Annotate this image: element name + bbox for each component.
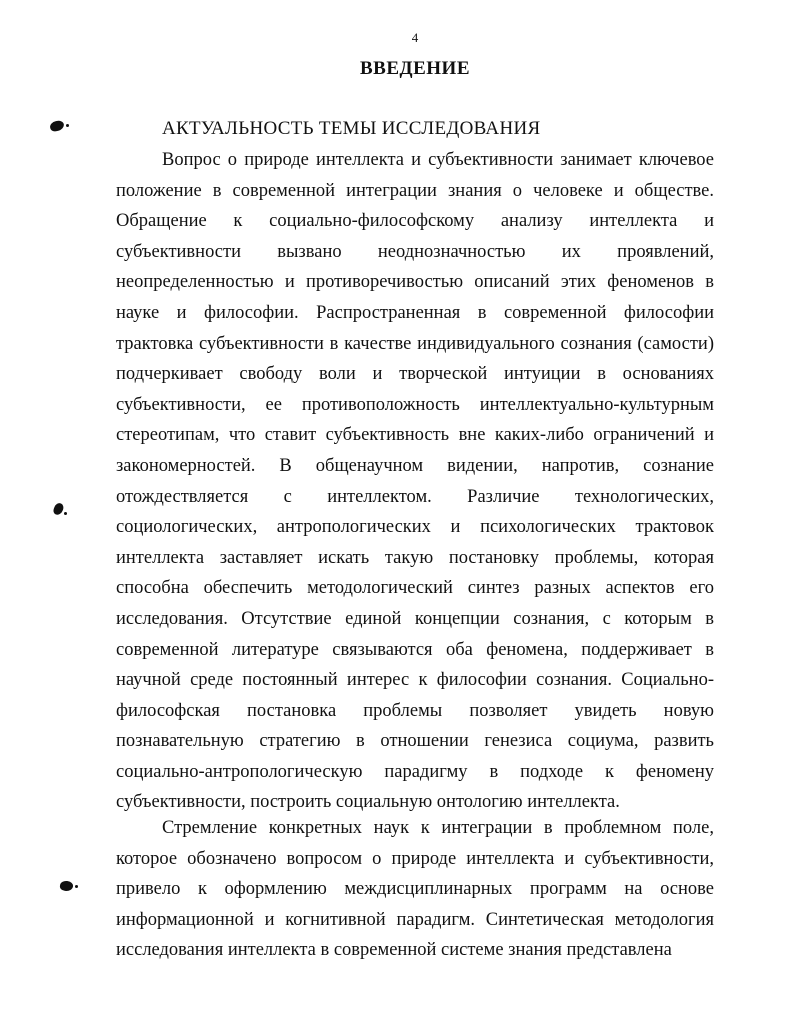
section-subtitle: АКТУАЛЬНОСТЬ ТЕМЫ ИССЛЕДОВАНИЯ [162, 118, 541, 139]
scan-blot-mark [59, 880, 73, 892]
scan-blot-dot [66, 124, 69, 127]
page-number: 4 [411, 30, 419, 45]
scan-blot-mark [49, 120, 65, 133]
scan-blot-dot [75, 885, 78, 888]
section-heading: ВВЕДЕНИЕ [360, 58, 470, 79]
scan-blot-mark [52, 502, 65, 516]
scan-blot-dot [64, 512, 67, 515]
body-paragraph: Стремление конкретных наук к интеграции в проблемном поле, которое обозначено вопросом о природе интеллекта и субъективности, привело к оформлению междисциплинарных программ на основе информационной и когнитивной парадигм. Синтетическая методология исследования интеллекта в современной системе знания представлена [116, 818, 714, 961]
body-paragraph: Вопрос о природе интеллекта и субъективности занимает ключевое положение в современной интеграции знания о человеке и обществе. Обращение к социально-философскому анализу интеллекта и субъективности вызвано неоднозначностью их проявлений, неопределенностью и противоречивостью описаний этих феноменов в науке и философии. Распространенная в современной философии трактовка субъективности в качестве индивидуального сознания (самости) подчеркивает свободу воли и творческой интуиции в основаниях субъективности, ее противоположность интеллектуально-культурным стереотипам, что ставит субъективность вне каких-либо ограничений и закономерностей. В общенаучном видении, напротив, сознание отождествляется с интеллектом. Различие технологических, социологических, антропологических и психологических трактовок интеллекта заставляет искать такую постановку проблемы, которая способна обеспечить методологический синтез разных аспектов его исследования. Отсутствие единой концепции сознания, с которым в современной литературе связываются оба феномена, поддерживает в научной среде постоянный интерес к философии сознания. Социально-философская постановка проблемы позволяет увидеть новую познавательную стратегию в отношении генезиса социума, развить социально-антропологическую парадигму в подходе к феномену субъективности, построить социальную онтологию интеллекта. [116, 150, 714, 813]
